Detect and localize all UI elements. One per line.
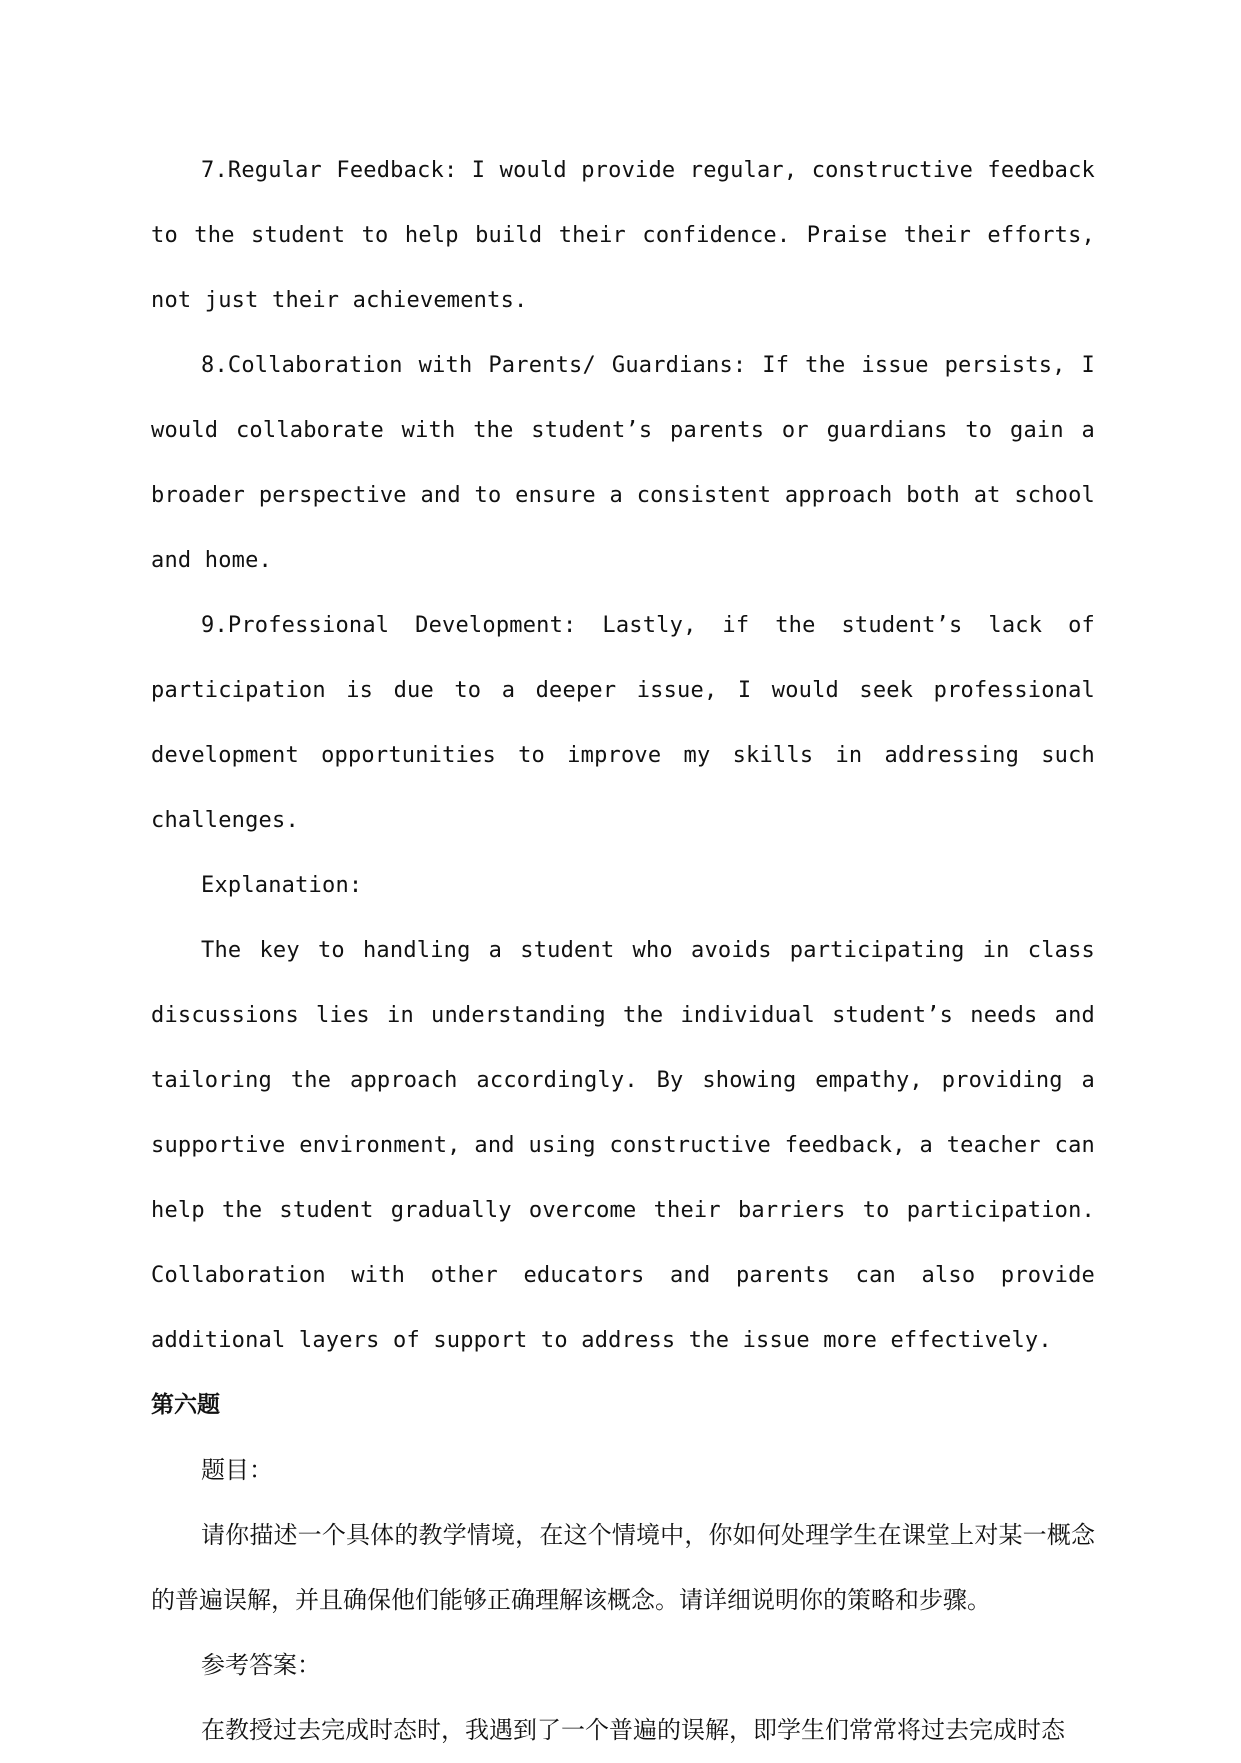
paragraph-explanation: The key to handling a student who avoids participating in class discussions lies in understanding the individual student’s needs and tailoring the approach accordingly. By showing empathy, providing a supportive environment, and using constructive feedback, a teacher can help the student gradually overcome their barriers to participation. Collaboration with other educators and parents can also provide additional layers of support to address the issue more effectively. [151,938,1095,1353]
answer-text: 在教授过去完成时态时，我遇到了一个普遍的误解，即学生们常常将过去完成时态 [201,1716,1065,1744]
paragraph-professional-development: 9.Professional Development: Lastly, if the student’s lack of participation is due to a deeper issue, I would seek professional development opportunities to improve my skills in addressing such challenges. [151,613,1095,833]
section-heading: 第六题 [151,1392,220,1418]
question-label: 题目： [201,1456,273,1484]
explanation-label: Explanation: [201,873,363,898]
question-text: 请你描述一个具体的教学情境，在这个情境中，你如何处理学生在课堂上对某一概念的普遍误解，并且确保他们能够正确理解该概念。请详细说明你的策略和步骤。 [151,1521,1095,1614]
paragraph-regular-feedback: 7.Regular Feedback: I would provide regular, constructive feedback to the student to help build their confidence. Praise their efforts, not just their achievements. [151,158,1095,313]
answer-label: 参考答案： [201,1651,321,1679]
paragraph-collaboration-parents: 8.Collaboration with Parents/ Guardians: If the issue persists, I would collaborate with the student’s parents or guardians to gain a broader perspective and to ensure a consistent approach both at school and home. [151,353,1095,573]
document-page [151,138,1095,1763]
